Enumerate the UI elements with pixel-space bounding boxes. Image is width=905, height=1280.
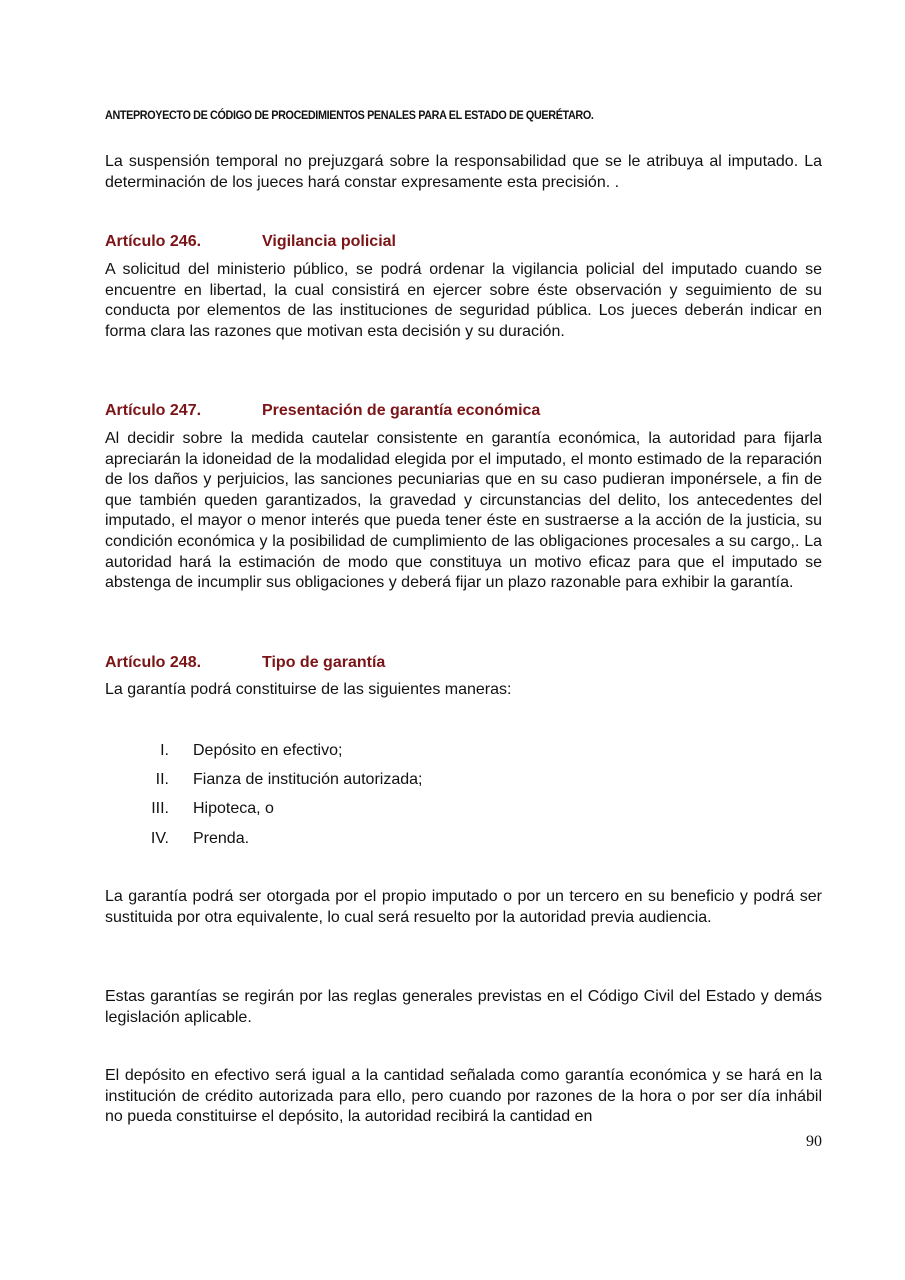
paragraph: La suspensión temporal no prejuzgará sobre la responsabilidad que se le atribuya al imputado. La determinación de los jueces hará constar expresamente esta precisión. . bbox=[105, 153, 822, 191]
page-number: 90 bbox=[806, 1133, 822, 1150]
paragraph: Estas garantías se regirán por las reglas generales previstas en el Código Civil del Estado y demás legislación aplicable. bbox=[105, 988, 822, 1026]
article-number: Artículo 246. bbox=[105, 233, 202, 250]
list-text: Prenda. bbox=[193, 830, 250, 847]
list-text: Depósito en efectivo; bbox=[193, 742, 343, 759]
paragraph: La garantía podrá ser otorgada por el propio imputado o por un tercero en su beneficio y podrá ser sustituida por otra equivalente, lo cual será resuelto por la autoridad previa audiencia. bbox=[105, 888, 822, 926]
list-numeral: I. bbox=[160, 742, 169, 759]
paragraph: A solicitud del ministerio público, se podrá ordenar la vigilancia policial del imputado cuando se encuentre en libertad, la cual consistirá en ejercer sobre éste observación y seguimiento de su conducta por elementos de las instituciones de seguridad pública. Los jueces deberán indicar en forma clara las razones que motivan esta decisión y su duración. bbox=[105, 261, 822, 340]
paragraph: Al decidir sobre la medida cautelar consistente en garantía económica, la autoridad para fijarla apreciarán la idoneidad de la modalidad elegida por el imputado, el monto estimado de la reparación de los daños y perjuicios, las sanciones pecuniarias que en su caso pudieran imponérsele, a fin de que también queden garantizados, la gravedad y circunstancias del delito, los antecedentes del imputado, el mayor o menor interés que pueda tener éste en sustraerse a la acción de la justicia, su condición económica y la posibilidad de cumplimiento de las obligaciones procesales a su cargo,. La autoridad hará la estimación de modo que constituya un motivo eficaz para que el imputado se abstenga de incumplir sus obligaciones y deberá fijar un plazo razonable para exhibir la garantía. bbox=[105, 430, 822, 592]
article-heading-248 bbox=[105, 653, 385, 673]
article-title: Vigilancia policial bbox=[262, 233, 396, 250]
article-number: Artículo 248. bbox=[105, 654, 202, 671]
list-numeral: II. bbox=[155, 771, 169, 788]
list-numeral: III. bbox=[151, 800, 169, 817]
article-title: Tipo de garantía bbox=[262, 654, 386, 671]
article-heading-246 bbox=[105, 232, 396, 252]
article-title: Presentación de garantía económica bbox=[262, 402, 541, 419]
article-number: Artículo 247. bbox=[105, 402, 202, 419]
paragraph: La garantía podrá constituirse de las siguientes maneras: bbox=[105, 681, 512, 698]
article-heading-247 bbox=[105, 401, 540, 421]
list-numeral: IV. bbox=[150, 830, 169, 847]
document-header: ANTEPROYECTO DE CÓDIGO DE PROCEDIMIENTOS PENALES PARA EL ESTADO DE QUERÉTARO. bbox=[105, 108, 594, 122]
paragraph: El depósito en efectivo será igual a la cantidad señalada como garantía económica y se hará en la institución de crédito autorizada para ello, pero cuando por razones de la hora o por ser día inhábil no pueda constituirse el depósito, la autoridad recibirá la cantidad en bbox=[105, 1067, 822, 1126]
list-text: Fianza de institución autorizada; bbox=[193, 771, 423, 788]
list-text: Hipoteca, o bbox=[193, 800, 274, 817]
